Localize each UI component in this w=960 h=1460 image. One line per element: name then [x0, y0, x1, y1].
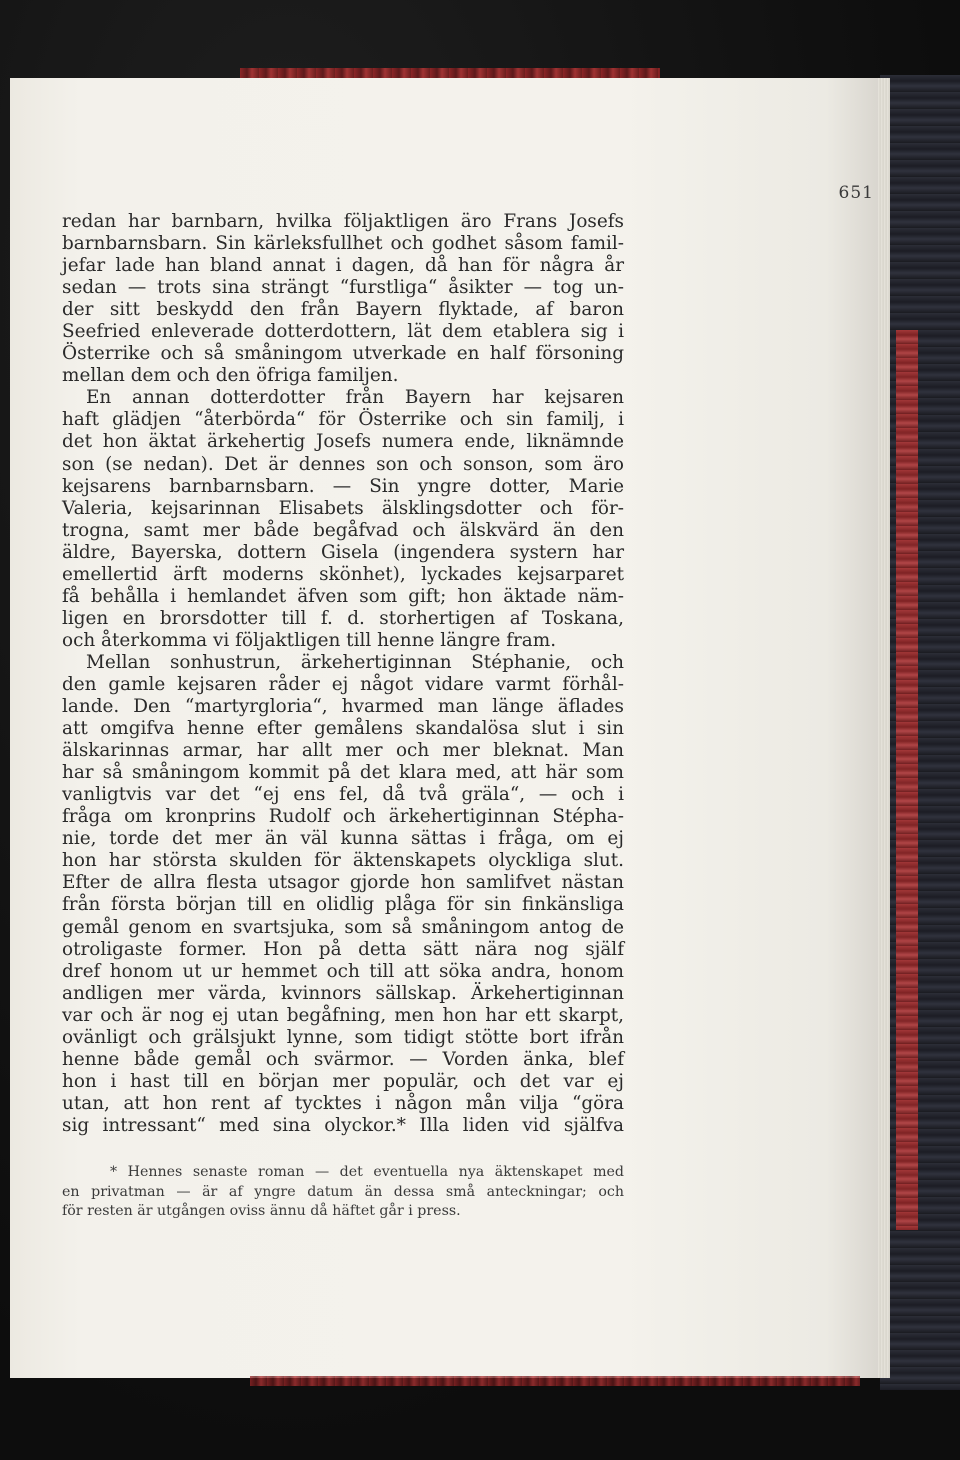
text-line: har så småningom kommit på det klara med, att här som [62, 762, 624, 784]
footnote-line: en privatman — är af yngre datum än dessa små anteckningar; och [62, 1183, 624, 1200]
text-line: trogna, samt mer både begåfvad och älskvärd än den [62, 519, 624, 541]
text-line: äldre, Bayerska, dottern Gisela (ingendera systern har [62, 541, 624, 563]
text-line: och återkomma vi följaktligen till henne längre fram. [62, 629, 557, 651]
text-line: älskarinnas armar, har allt mer och mer bleknat. Man [62, 740, 624, 762]
text-line: redan har barnbarn, hvilka följaktligen äro Frans Josefs [62, 211, 624, 232]
book-cover [880, 75, 960, 1390]
text-line: emellertid ärft moderns skönhet), lyckades kejsarparet [62, 563, 624, 585]
text-line: gemål genom en svartsjuka, som så småningom antog de [62, 916, 624, 938]
text-line: Österrike och så småningom utverkade en half försoning [62, 343, 624, 365]
text-line: det hon äktat ärkehertig Josefs numera ende, liknämnde [62, 431, 624, 453]
text-line: hon har största skulden för äktenskapets olyckliga slut. [62, 850, 624, 872]
text-line: den gamle kejsaren råder ej något vidare varmt förhål- [62, 673, 624, 695]
text-line: nie, torde det mer än väl kunna sättas i fråga, om ej [62, 828, 624, 850]
text-line: sig intressant“ med sina olyckor.* Illa liden vid själfva [62, 1114, 624, 1136]
text-line: barnbarnsbarn. Sin kärleksfullhet och godhet såsom famil- [62, 233, 624, 255]
text-line: vanligtvis var det “ej ens fel, då två gräla“, — och i [62, 784, 624, 806]
text-line: var och är nog ej utan begåfning, men hon har ett skarpt, [62, 1004, 624, 1026]
footnote-line: för resten är utgången oviss ännu då häftet går i press. [62, 1203, 461, 1219]
footnote [62, 1163, 624, 1222]
body-text [62, 211, 624, 1137]
text-line: jefar lade han bland annat i dagen, då han för några år [62, 255, 624, 277]
text-line: att omgifva henne efter gemålens skandalösa slut i sin [62, 718, 624, 740]
text-line: hon i hast till en början mer populär, och det var ej [62, 1070, 624, 1092]
text-line: sedan — trots sina strängt “furstliga“ åsikter — tog un- [62, 277, 624, 299]
text-line: dref honom ut ur hemmet och till att söka andra, honom [62, 960, 624, 982]
text-line: Efter de allra flesta utsagor gjorde hon samlifvet nästan [62, 872, 624, 894]
text-line: från första början till en olidlig plåga för sin finkänsliga [62, 894, 624, 916]
text-line: mellan dem och den öfriga familjen. [62, 365, 399, 387]
text-line: utan, att hon rent af tycktes i någon mån vilja “göra [62, 1092, 624, 1114]
text-line: Seefried enleverade dotterdottern, lät dem etablera sig i [62, 321, 624, 343]
footnote-line: * Hennes senaste roman — det eventuella nya äktenskapet med [110, 1164, 624, 1180]
text-line: kejsarens barnbarnsbarn. — Sin yngre dotter, Marie [62, 475, 624, 497]
text-line: få behålla i hemlandet äfven som gift; hon äktade näm- [62, 585, 624, 607]
paragraph [62, 652, 624, 1137]
text-line: der sitt beskydd den från Bayern flyktade, af baron [62, 299, 624, 321]
text-line: Valeria, kejsarinnan Elisabets älsklingsdotter och för- [62, 497, 624, 519]
text-line: En annan dotterdotter från Bayern har kejsaren [86, 387, 624, 409]
text-line: henne både gemål och svärmor. — Vorden änka, blef [62, 1048, 624, 1070]
text-line: ligen en brorsdotter till f. d. storhertigen af Toskana, [62, 607, 624, 629]
page-number: 651 [838, 183, 874, 203]
text-line: Mellan sonhustrun, ärkehertiginnan Stéphanie, och [86, 651, 624, 673]
text-line: lande. Den “martyrgloria“, hvarmed man länge äflades [62, 696, 624, 718]
bottom-page-edge [250, 1376, 860, 1386]
text-line: otroligaste former. Hon på detta sätt nära nog själf [62, 938, 624, 960]
text-line: son (se nedan). Det är dennes son och sonson, som äro [62, 453, 624, 475]
text-line: fråga om kronprins Rudolf och ärkehertiginnan Stépha- [62, 806, 624, 828]
paragraph [62, 211, 624, 387]
paragraph [62, 387, 624, 652]
text-line: andligen mer värda, kvinnors sällskap. Ärkehertiginnan [62, 982, 624, 1004]
text-line: ovänligt och grälsjukt lynne, som tidigt stötte bort ifrån [62, 1026, 624, 1048]
text-line: haft glädjen “återbörda“ för Österrike och sin familj, i [62, 409, 624, 431]
cover-marbled-strip [896, 330, 918, 1230]
